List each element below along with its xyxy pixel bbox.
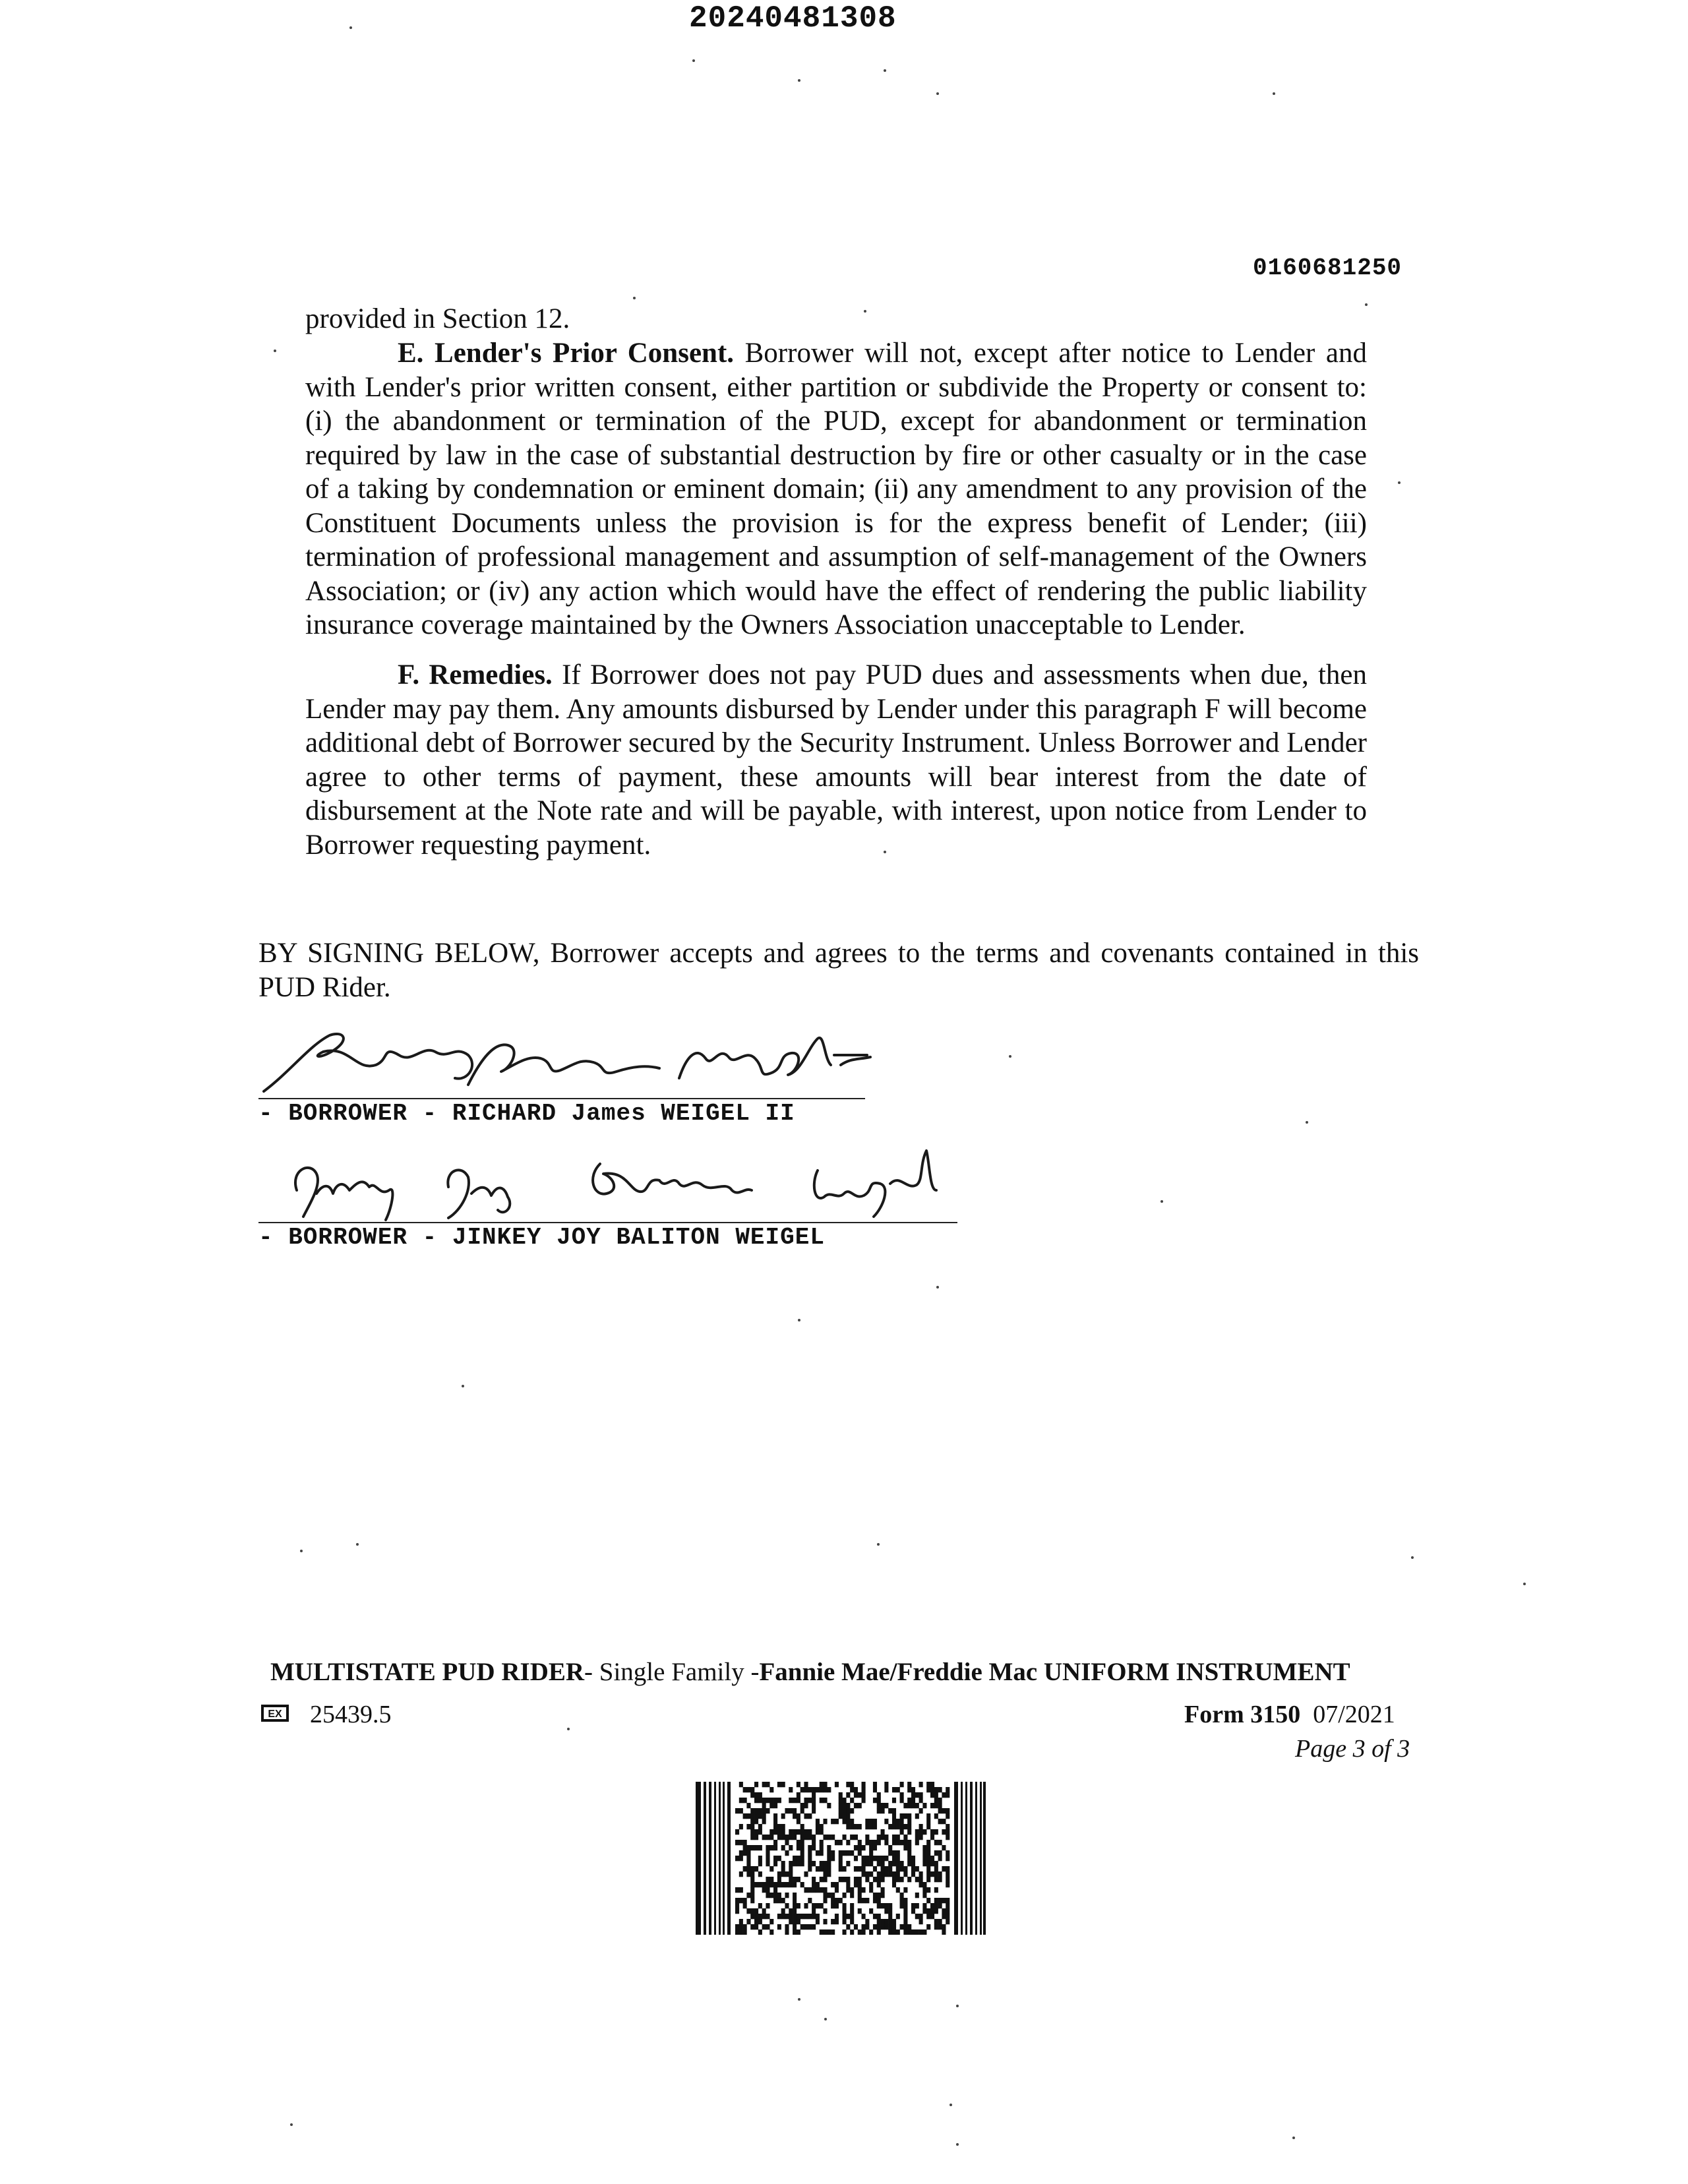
form-title-part1: MULTISTATE PUD RIDER: [270, 1658, 585, 1686]
section-e-paragraph: [305, 336, 1367, 642]
form-date: 07/2021: [1313, 1701, 1395, 1728]
form-title-part3: Fannie Mae/Freddie Mac UNIFORM INSTRUMENT: [759, 1658, 1350, 1686]
intro-text: provided in Section 12.: [305, 303, 570, 334]
recording-number: 20240481308: [689, 1, 897, 36]
form-label: Form 3150: [1184, 1701, 1301, 1728]
signature-caption-1: - BORROWER - RICHARD James WEIGEL II: [258, 1100, 795, 1127]
page-number: Page 3 of 3: [1295, 1735, 1410, 1763]
signature-line-2: [258, 1222, 957, 1223]
signature-caption-2: - BORROWER - JINKEY JOY BALITON WEIGEL: [258, 1224, 825, 1251]
section-e-heading: E. Lender's Prior Consent.: [398, 338, 735, 369]
ex-logo-icon: [260, 1704, 289, 1722]
section-e-text: Borrower will not, except after notice to Lender and with Lender's prior written consent, either partition or subdivide the Property or consent to: (i) the abandonment or termination of the PUD, except for abandonment or termination required by law in the case of substantial destruction by fire or other casualty or in the case of a taking by condemnation or eminent domain; (ii) any amendment to any provision of the Constituent Documents unless the provision is for the express benefit of Lender; (iii) termination of professional management and assumption of self-management of the Owners Association; or (iv) any action which would have the effect of rendering the public liability insurance coverage maintained by the Owners Association unacceptable to Lender.: [305, 338, 1367, 640]
signing-statement: BY SIGNING BELOW, Borrower accepts and agrees to the terms and covenants contained in this PUD Rider.: [258, 938, 1419, 1003]
form-title: [270, 1657, 1350, 1687]
section-f-heading: F. Remedies.: [398, 659, 553, 690]
signature-richard-weigel: [251, 1019, 884, 1101]
section-f-paragraph: [305, 658, 1367, 862]
section-f-text: If Borrower does not pay PUD dues and assessments when due, then Lender may pay them. Any amounts disbursed by Lender under this paragraph F will become additional debt of Borrower secured by the Security Instrument. Unless Borrower and Lender agree to other terms of payment, these amounts will bear interest from the date of disbursement at the Note rate and will be payable, with interest, upon notice from Lender to Borrower requesting payment.: [305, 659, 1367, 861]
signature-line-1: [258, 1098, 865, 1099]
form-number: [1184, 1700, 1395, 1729]
form-title-part2: - Single Family -: [584, 1658, 760, 1686]
loan-number: 0160681250: [1253, 255, 1402, 282]
signature-jinkey-weigel: [270, 1144, 1009, 1227]
svg-text:EX: EX: [268, 1709, 282, 1720]
form-code: 25439.5: [310, 1701, 392, 1728]
barcode-icon: [696, 1782, 986, 1935]
